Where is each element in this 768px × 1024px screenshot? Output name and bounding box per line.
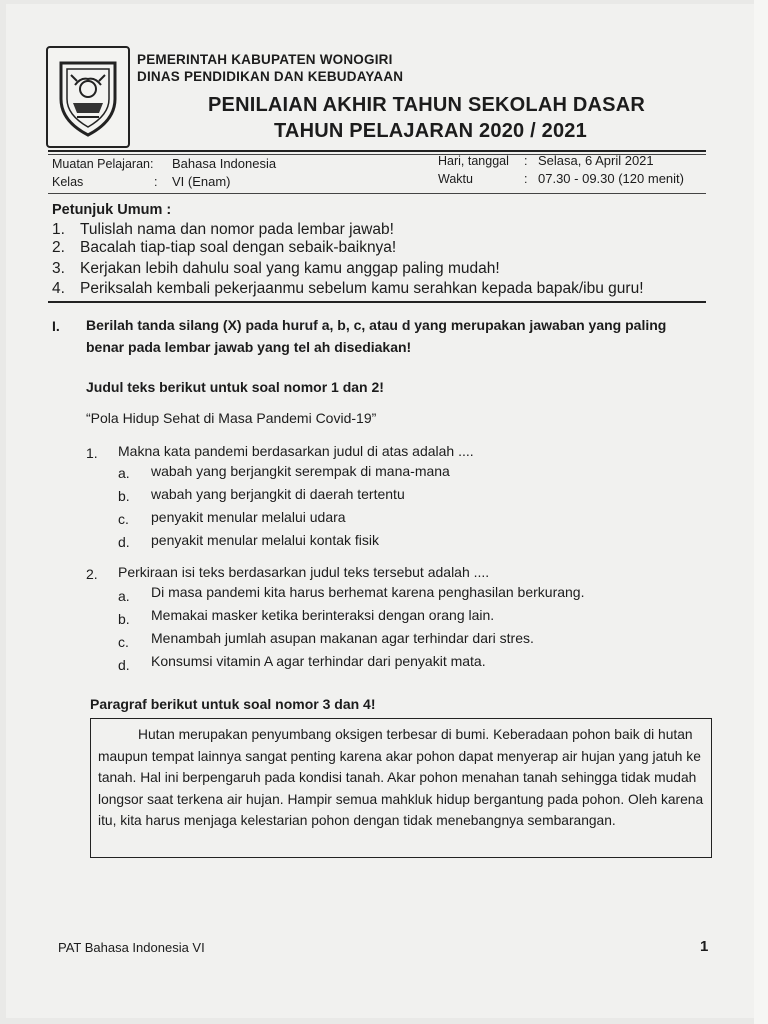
time-value: 07.30 - 09.30 (120 menit) [538,171,684,186]
section-number: I. [52,318,60,334]
option-letter: c. [118,634,129,650]
subject-colon: : [150,157,154,171]
option-letter: b. [118,488,130,504]
section-instruction: Berilah tanda silang (X) pada huruf a, b, c, atau d yang merupakan jawaban yang paling benar pada lembar jawab yang tel ah disediakan! [86,317,667,355]
exam-title: PENILAIAN AKHIR TAHUN SEKOLAH DASAR [208,94,645,116]
subject-value: Bahasa Indonesia [172,156,277,171]
option-text: penyakit menular melalui kontak fisik [151,532,379,548]
header-divider [48,150,706,152]
option-letter: b. [118,611,130,627]
instruction-item: 1. Tulislah nama dan nomor pada lembar jawab! [52,221,394,238]
option-text: Memakai masker ketika berinteraksi dengan orang lain. [151,607,495,623]
passage-text: Hutan merupakan penyumbang oksigen terbesar di bumi. Keberadaan pohon baik di hutan maupun tempat lainnya sangat penting karena akar pohon dapat menyerap air hujan yang jatuh ke tanah. Hal ini berpengaruh pada kondisi tanah. Akar pohon menahan tanah sehingga tidak mudah longsor saat terkena air hujan. Hampir semua mahkluk hidup bergantung pada pohon. Oleh karena itu, kita harus menjaga kelestarian pohon dengan tidak menebangnya sembarangan. [98,727,704,828]
class-colon: : [154,175,158,189]
instruction-item: 4. Periksalah kembali pekerjaanmu sebelum kamu serahkan kepada bapak/ibu guru! [52,280,644,297]
instruction-item: 2. Bacalah tiap-tiap soal dengan sebaik-baiknya! [52,239,397,256]
option-letter: a. [118,588,130,604]
institution-line-1: PEMERINTAH KABUPATEN WONOGIRI [137,52,393,67]
option-text: penyakit menular melalui udara [151,509,346,525]
option-text: Menambah jumlah asupan makanan agar terhindar dari stres. [151,630,534,646]
time-colon: : [524,172,528,186]
reading-passage [90,718,712,858]
subject-label: Muatan Pelajaran [52,157,150,171]
text-title: “Pola Hidup Sehat di Masa Pandemi Covid-19” [86,410,377,426]
class-label: Kelas [52,175,84,189]
text-heading-2: Paragraf berikut untuk soal nomor 3 dan 4! [90,696,376,712]
scan-edge [754,0,768,1024]
question-number: 2. [86,566,98,582]
option-text: Di masa pandemi kita harus berhemat karena penghasilan berkurang. [151,584,585,600]
general-instructions-title: Petunjuk Umum : [52,202,172,218]
option-letter: a. [118,465,130,481]
instructions-divider [48,301,706,303]
day-colon: : [524,154,528,168]
page-number: 1 [700,938,709,955]
option-text: wabah yang berjangkit serempak di mana-mana [151,463,450,479]
question-number: 1. [86,445,98,461]
footer-subject: PAT Bahasa Indonesia VI [58,940,205,955]
question-text: Perkiraan isi teks berdasarkan judul teks tersebut adalah .... [118,564,490,580]
option-letter: c. [118,511,129,527]
option-letter: d. [118,657,130,673]
question-text: Makna kata pandemi berdasarkan judul di atas adalah .... [118,443,474,459]
institution-line-2: DINAS PENDIDIKAN DAN KEBUDAYAAN [137,69,404,84]
day-value: Selasa, 6 April 2021 [538,153,654,168]
exam-year: TAHUN PELAJARAN 2020 / 2021 [274,120,587,142]
instruction-item: 3. Kerjakan lebih dahulu soal yang kamu anggap paling mudah! [52,260,500,277]
option-letter: d. [118,534,130,550]
option-text: Konsumsi vitamin A agar terhindar dari penyakit mata. [151,653,486,669]
option-text: wabah yang berjangkit di daerah tertentu [151,486,405,502]
time-label: Waktu [438,172,473,186]
text-heading-1: Judul teks berikut untuk soal nomor 1 dan 2! [86,379,384,395]
regency-crest-icon [46,46,130,148]
meta-divider [48,193,706,194]
class-value: VI (Enam) [172,174,231,189]
day-label: Hari, tanggal [438,154,509,168]
